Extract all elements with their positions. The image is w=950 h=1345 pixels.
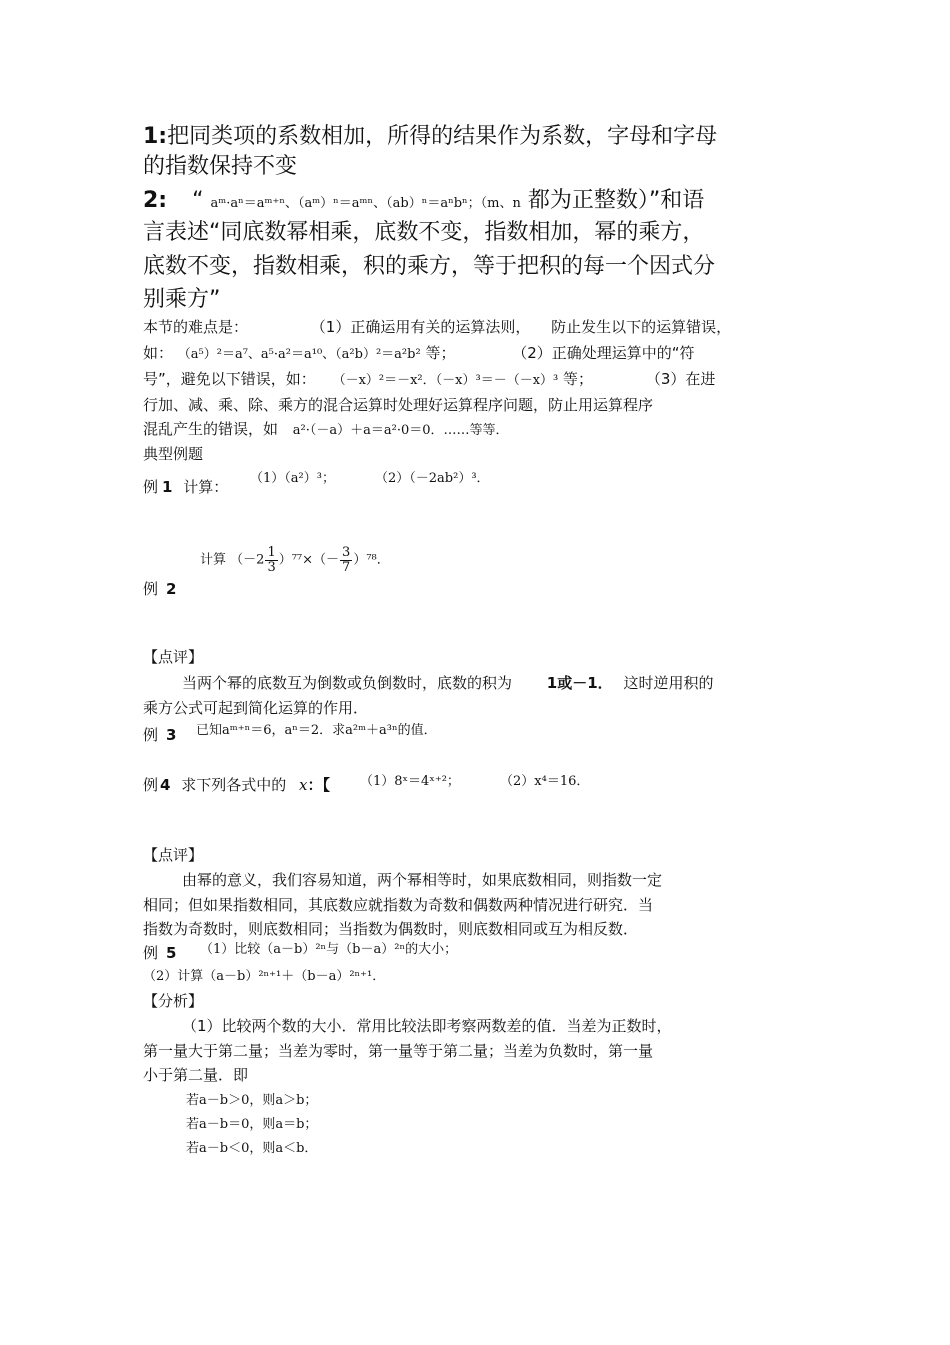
difficulty-eg-tail: 等； <box>425 344 456 362</box>
point1-line1 <box>143 126 717 148</box>
example1-part1: （1）（a²）³； <box>250 471 335 486</box>
difficulty-item1-num: （1） <box>310 318 351 336</box>
difficulty-line4: 行加、减、乘、除、乘方的混合运算时处理好运算程序问题，防止用运算程序 <box>143 396 654 414</box>
example4-text: 求下列各式中的 <box>181 776 287 794</box>
example1-text: 计算： <box>183 478 229 496</box>
comment1-line1-text: 当两个幂的底数互为倒数或负倒数时，底数的积为 <box>182 674 513 692</box>
example5-label: 例 <box>143 944 159 962</box>
example4-colon: ：【 <box>307 776 331 794</box>
example4-number: 4 <box>160 776 171 794</box>
point2-line2: 言表述“同底数幂相乘，底数不变，指数相加，幂的乘方， <box>143 220 705 245</box>
difficulty-line5 <box>143 422 509 437</box>
difficulty-line3 <box>143 372 715 387</box>
analysis-case3: 若a－b＜0，则a＜b． <box>186 1141 318 1156</box>
example2-part-b: ）⁷⁷×（－ <box>278 552 340 568</box>
comment2-line1: 由幂的意义，我们容易知道，两个幂相等时，如果底数相同，则指数一定 <box>182 871 663 889</box>
example1-number: 1 <box>162 478 173 496</box>
example2-part-c: ）⁷⁸． <box>353 552 390 568</box>
difficulty-item2-formula: （－x）²＝－x²．（－x）³＝－（－x）³ <box>332 373 559 388</box>
example2-fraction2 <box>340 546 352 574</box>
example2-fraction1 <box>265 546 277 574</box>
comment1-line1-value: 1或－1． <box>546 674 613 692</box>
point1-text-line1: 把同类项的系数相加，所得的结果作为系数，字母和字母 <box>167 124 718 149</box>
example2-calc: 计算 <box>200 552 227 568</box>
example2-formula <box>200 546 390 574</box>
analysis-line1 <box>182 1019 672 1034</box>
analysis-title: 【分析】 <box>143 992 204 1010</box>
point2-formula: aᵐ·aⁿ＝aᵐ⁺ⁿ、（aᵐ）ⁿ＝aᵐⁿ、（ab）ⁿ＝aⁿbⁿ；（m、n <box>210 196 521 211</box>
point1-line2: 的指数保持不变 <box>143 154 298 179</box>
example1-label: 例 <box>143 478 159 496</box>
analysis-line3: 小于第二量．即 <box>143 1066 249 1084</box>
example2-number: 2 <box>166 580 177 598</box>
difficulty-item3-cont2: 混乱产生的错误，如 <box>143 420 279 438</box>
point2-line4: 别乘方” <box>143 287 221 312</box>
example5-part1: （1）比较（a－b）²ⁿ与（b－a）²ⁿ的大小； <box>200 942 458 957</box>
difficulty-item3-text: 在进 <box>685 370 716 388</box>
comment2-line3: 指数为奇数时，则底数相同；当指数为偶数时，则底数相同或互为相反数． <box>143 920 639 938</box>
example2-label: 例 <box>143 580 159 598</box>
example5-part2: （2）计算（a－b）²ⁿ⁺¹＋（b－a）²ⁿ⁺¹． <box>143 969 386 984</box>
analysis-case1: 若a－b＞0，则a＞b； <box>186 1093 318 1108</box>
example3-formula: 已知aᵐ⁺ⁿ＝6，aⁿ＝2．求a²ᵐ＋a³ⁿ的值． <box>196 723 437 738</box>
point2-open-quote: “ <box>192 188 204 213</box>
analysis-case2: 若a－b＝0，则a＝b； <box>186 1117 318 1132</box>
example3-label: 例 <box>143 726 159 744</box>
comment1-line1-tail: 这时逆用积的 <box>623 674 714 692</box>
example5-label-row <box>143 946 176 961</box>
point2-line1-tail: 都为正整数）”和语 <box>527 188 705 213</box>
example2-part-a: （－2 <box>230 552 265 568</box>
difficulty-item2-cont: 号”，避免以下错误，如： <box>143 370 316 388</box>
difficulty-item3-formula: a²·（－a）＋a＝a²·0＝0．……等等． <box>292 423 509 438</box>
analysis-line1-text: 比较两个数的大小．常用比较法即考察两数差的值．当差为正数时， <box>221 1017 672 1035</box>
example4 <box>143 778 330 793</box>
difficulty-line2 <box>143 346 695 361</box>
analysis-line2: 第一量大于第二量；当差为零时，第一量等于第二量；当差为负数时，第一量 <box>143 1042 654 1060</box>
example4-label: 例 <box>143 776 159 794</box>
point2-line3: 底数不变，指数相乘，积的乘方，等于把积的每一个因式分 <box>143 254 716 279</box>
example2-frac1-den: 3 <box>267 560 276 575</box>
point2-line1 <box>143 190 704 212</box>
example2-frac2-num: 3 <box>342 545 351 560</box>
example5-number: 5 <box>166 944 177 962</box>
example2-frac2-den: 7 <box>342 560 351 575</box>
point1-number: 1: <box>143 124 168 149</box>
example1 <box>143 480 228 495</box>
comment2-title: 【点评】 <box>143 846 204 864</box>
comment1-line2: 乘方公式可起到简化运算的作用． <box>143 699 369 717</box>
difficulty-label: 本节的难点是： <box>143 318 249 336</box>
example4-part2: （2）x⁴＝16． <box>500 774 590 789</box>
example3-label-row <box>143 728 176 743</box>
difficulty-item3-num: （3） <box>645 370 686 388</box>
example2-label-row <box>143 582 176 597</box>
comment1-line1 <box>182 676 713 691</box>
example3-number: 3 <box>166 726 177 744</box>
example4-part1: （1）8ˣ＝4ˣ⁺²； <box>360 774 460 789</box>
difficulty-item1-tail: 防止发生以下的运算错误， <box>551 318 732 336</box>
example4-var: x <box>299 776 308 794</box>
difficulty-item2-text: 正确处理运算中的“符 <box>551 344 695 362</box>
typical-title: 典型例题 <box>143 445 204 463</box>
difficulty-eg-formula: （a⁵）²＝a⁷、a⁵·a²＝a¹⁰、（a²b）²＝a²b² <box>177 347 421 362</box>
analysis-num: （1） <box>182 1017 222 1035</box>
point2-number: 2: <box>143 188 168 213</box>
difficulty-item1-text: 正确运用有关的运算法则， <box>350 318 531 336</box>
comment1-title: 【点评】 <box>143 648 204 666</box>
example2-frac1-num: 1 <box>267 545 276 560</box>
difficulty-item2-tail: 等； <box>563 370 594 388</box>
comment2-line2: 相同；但如果指数相同，其底数应就指数为奇数和偶数两种情况进行研究．当 <box>143 896 654 914</box>
example1-part2: （2）（－2ab²）³． <box>375 471 490 486</box>
difficulty-line1 <box>143 320 731 335</box>
difficulty-item2-num: （2） <box>512 344 552 362</box>
difficulty-eg-prefix: 如： <box>143 344 174 362</box>
